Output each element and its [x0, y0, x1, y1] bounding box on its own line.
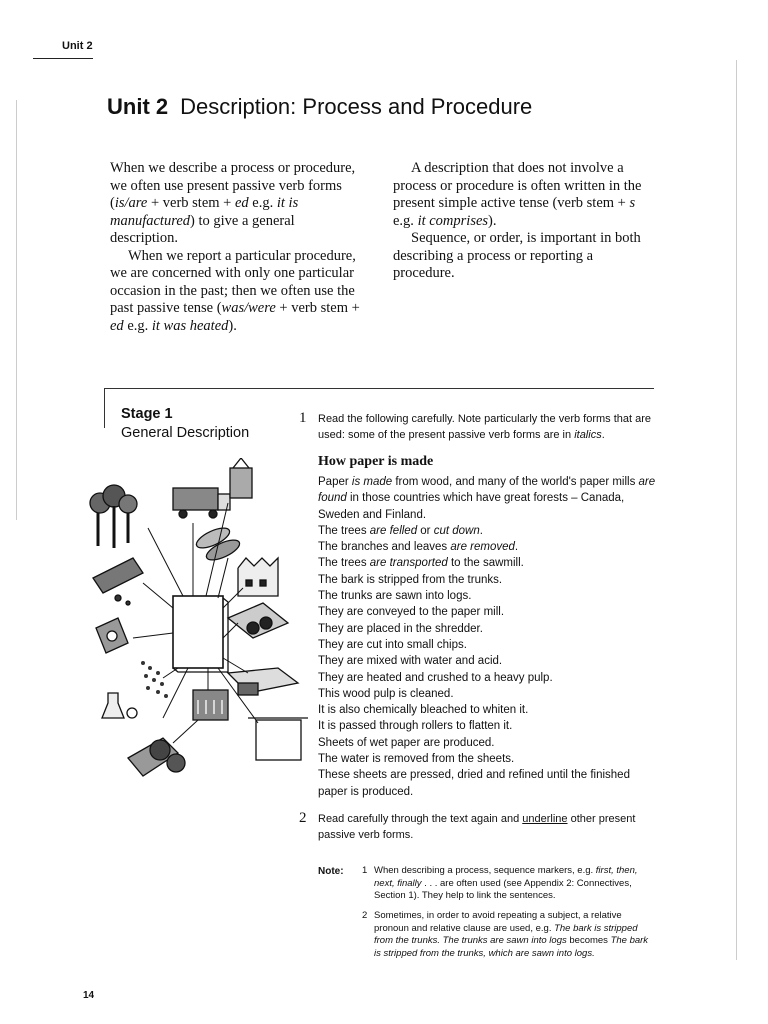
text-run: e.g.: [248, 195, 277, 211]
text-run: + verb stem +: [275, 300, 360, 316]
paper-mill-tower-icon: [230, 458, 252, 498]
rollers-icon: [228, 603, 288, 638]
text-run-italic: italics: [574, 429, 602, 441]
question-1-number: 1: [299, 410, 307, 426]
text-run: When we report a particular procedure, we are concerned with only one particular occasion in the past; then we often use the past passive tense (: [110, 247, 356, 316]
paper-rolls-icon: [128, 738, 185, 776]
text-run-italic: The bark is stripped from the trunks. The trunks are sawn into logs: [374, 922, 638, 946]
intro-left-column: [110, 160, 365, 335]
text-run-italic: are removed: [450, 541, 515, 554]
process-sentence: [318, 474, 658, 523]
note-label: Note:: [318, 866, 344, 877]
text-run: Paper: [318, 476, 352, 488]
wood-chips-icon: [141, 661, 168, 698]
chemical-flask-icon: [102, 693, 137, 718]
process-sentence: [318, 751, 658, 767]
text-run: Sheets of wet paper are produced.: [318, 736, 495, 749]
note-item-number: 1: [362, 865, 368, 876]
text-run-italic: are transported: [369, 557, 448, 570]
text-run-italic: ed: [234, 195, 249, 211]
text-run: Read the following carefully. Note particularly the verb forms that are used: some of the present passive verb forms are in: [318, 413, 652, 441]
text-run: It is also chemically bleached to whiten it.: [318, 704, 529, 717]
text-run: They are placed in the shredder.: [318, 622, 483, 635]
intro-right-column: [393, 160, 655, 283]
note-item-2: [362, 910, 652, 960]
text-run-italic: was/were: [221, 300, 276, 316]
pulp-vat-icon: [193, 690, 228, 720]
text-run: They are cut into small chips.: [318, 638, 467, 651]
text-run: from wood, and many of the world's paper mills: [392, 476, 639, 488]
scan-edge-left: [16, 100, 17, 520]
process-sentence: [318, 686, 658, 702]
text-run: They are conveyed to the paper mill.: [318, 606, 505, 619]
text-run-italic: are felled: [369, 524, 418, 537]
question-2-number: 2: [299, 810, 307, 826]
text-run-italic: are found: [318, 476, 656, 505]
text-run: The water is removed from the sheets.: [318, 753, 515, 766]
text-run: The branches and leaves: [318, 541, 451, 554]
process-sentence: [318, 735, 658, 751]
process-sentence: [318, 702, 658, 718]
text-run: The bark is stripped from the trunks.: [318, 573, 503, 586]
text-run: ) to give a general description.: [110, 212, 295, 246]
header-rule: [33, 58, 93, 59]
paper-process-illustration: [88, 458, 310, 788]
forest-icon: [90, 485, 137, 548]
text-run-italic: it is manufactured: [110, 195, 299, 229]
factory-icon: [238, 558, 278, 596]
shredder-icon: [96, 618, 128, 653]
running-header-unit: Unit 2: [62, 40, 93, 52]
page-title-unit: Unit 2: [107, 94, 169, 119]
text-run: When describing a process, sequence markers, e.g.: [374, 865, 596, 876]
press-machine-icon: [228, 668, 298, 695]
text-run: Read carefully through the text again and: [318, 813, 523, 825]
process-sentence: [318, 621, 658, 637]
text-run-italic: is/are: [114, 195, 148, 211]
text-run: to the sawmill.: [447, 557, 524, 570]
process-sentence: [318, 572, 658, 588]
text-run: It is passed through rollers to flatten it.: [318, 720, 513, 733]
text-run-italic: The bark is stripped from the trunks, which are sawn into logs.: [374, 935, 649, 959]
note-item-1: [362, 865, 652, 903]
process-sentence: [318, 523, 658, 539]
text-run: e.g.: [393, 212, 418, 229]
paper-sheet-icon: [173, 596, 223, 668]
text-run-italic: is made: [351, 476, 393, 488]
text-run: .: [479, 524, 483, 537]
process-sentence: [318, 539, 658, 555]
text-run: These sheets are pressed, dried and refined until the finished paper is produced.: [318, 769, 630, 798]
text-run-italic: it comprises: [417, 212, 489, 229]
text-run: The trunks are sawn into logs.: [318, 590, 472, 603]
page-number: 14: [83, 990, 95, 1001]
text-run: in those countries which have great forests – Canada, Sweden and Finland.: [318, 492, 625, 521]
text-run: The trees: [318, 524, 370, 537]
page-title-text: Description: Process and Procedure: [180, 94, 533, 119]
logging-truck-icon: [173, 488, 230, 518]
scan-edge-right: [736, 60, 737, 960]
text-run: becomes: [566, 935, 611, 946]
section-heading: How paper is made: [318, 454, 434, 469]
text-run-underline: underline: [522, 813, 568, 825]
intro-left-paragraph-1: [110, 160, 365, 248]
text-run: The trees: [318, 557, 370, 570]
text-run-italic: cut down: [433, 524, 480, 537]
text-run: This wood pulp is cleaned.: [318, 687, 454, 700]
text-run: other present passive verb forms.: [318, 813, 636, 841]
process-paragraph: [318, 474, 658, 800]
intro-left-paragraph-2: [110, 248, 365, 336]
text-run-italic: it was heated: [151, 317, 229, 334]
text-run: When we describe a process or procedure, we often use present passive verb forms (: [110, 160, 356, 211]
process-sentence: [318, 588, 658, 604]
intro-right-paragraph-1: [393, 160, 655, 230]
text-run: .: [514, 541, 519, 554]
bark-strip-icon: [93, 558, 143, 605]
text-run: or: [417, 524, 434, 537]
question-2-text: [318, 811, 663, 843]
text-run: e.g.: [123, 317, 152, 334]
text-run: ).: [228, 317, 237, 334]
process-sentence: [318, 670, 658, 686]
note-item-number: 2: [362, 910, 368, 921]
stage-divider-rule: [104, 388, 654, 389]
process-sentence: [318, 555, 658, 571]
text-run: They are heated and crushed to a heavy pulp.: [318, 671, 553, 684]
text-run-italic: first, then, next, finally: [374, 865, 638, 889]
process-sentence: [318, 718, 658, 734]
text-run: A description that does not involve a process or procedure is often written in the present simple active tense (verb stem +: [393, 160, 642, 211]
question-1-text: [318, 411, 663, 443]
stage-divider-tick: [104, 388, 105, 428]
process-sentence: [318, 604, 658, 620]
text-run: Sometimes, in order to avoid repeating a subject, a relative pronoun and relative clause are used, e.g.: [374, 910, 622, 934]
text-run-italic: ed: [110, 317, 124, 334]
intro-right-paragraph-2: Sequence, or order, is important in both describing a process or reporting a procedure.: [393, 230, 641, 281]
text-run: ).: [488, 212, 497, 229]
stage-title: Stage 1: [121, 406, 173, 422]
text-run-italic: s: [629, 195, 636, 211]
text-run: . . . are often used (see Appendix 2: Connectives, Section 1). They help to link the sentences.: [374, 877, 632, 901]
process-sentence: [318, 637, 658, 653]
text-run: They are mixed with water and acid.: [318, 655, 503, 668]
page-title: [107, 94, 532, 120]
text-run: .: [601, 429, 605, 441]
process-sentence: [318, 653, 658, 669]
text-run: + verb stem +: [147, 195, 235, 211]
process-sentence: [318, 767, 658, 800]
drying-sheet-icon: [248, 718, 308, 760]
stage-subtitle: General Description: [121, 425, 250, 441]
